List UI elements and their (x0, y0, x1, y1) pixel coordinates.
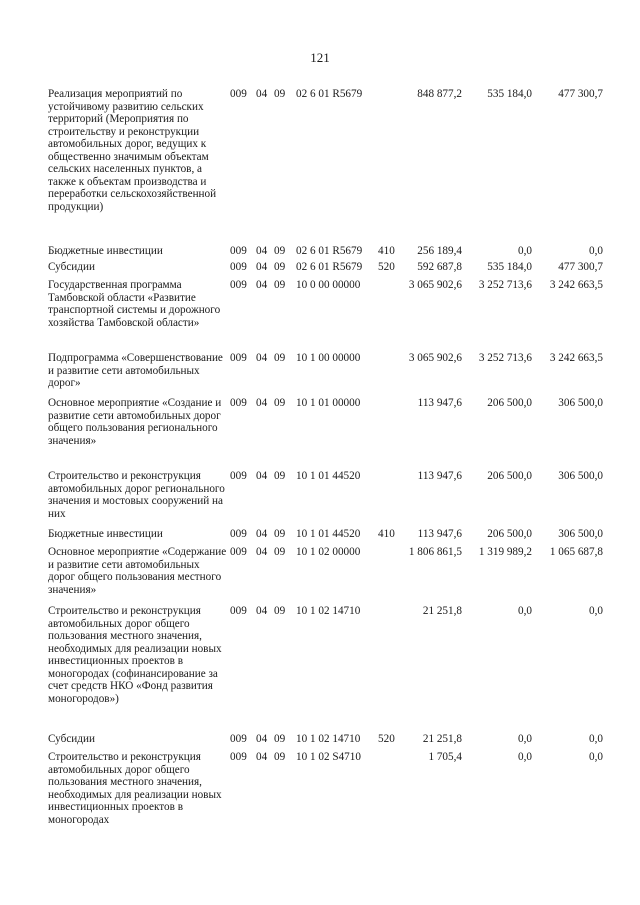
amount-year-3: 1 065 687,8 (549, 546, 603, 558)
amount-year-3: 0,0 (589, 245, 603, 257)
section-code: 04 (256, 279, 268, 291)
subsection-code: 09 (274, 352, 286, 364)
amount-year-2: 0,0 (518, 245, 532, 257)
amount-year-2: 535 184,0 (487, 261, 532, 273)
ministry-code: 009 (230, 261, 247, 273)
section-code: 04 (256, 470, 268, 482)
amount-year-1: 21 251,8 (422, 733, 462, 745)
subsection-code: 09 (274, 245, 286, 257)
subsection-code: 09 (274, 733, 286, 745)
row-name: Строительство и реконструкция автомобильных дорог общего пользования местного значения, необходимых для реализации новых инвестиционных проектов в моногородах (софинансирование за счет средств НКО «Фонд развития моногородов») (48, 605, 222, 705)
subsection-code: 09 (274, 546, 286, 558)
amount-year-3: 3 242 663,5 (549, 279, 603, 291)
target-article-code: 10 1 01 44520 (296, 528, 361, 540)
amount-year-1: 1 705,4 (428, 751, 462, 763)
subsection-code: 09 (274, 88, 286, 100)
row-name: Строительство и реконструкция автомобильных дорог общего пользования местного значения, необходимых для реализации новых инвестиционных проектов в моногородах (48, 751, 222, 826)
row-name: Подпрограмма «Совершенствование и развитие сети автомобильных дорог» (48, 352, 223, 389)
ministry-code: 009 (230, 88, 247, 100)
amount-year-1: 113 947,6 (417, 397, 462, 409)
amount-year-1: 848 877,2 (417, 88, 462, 100)
amount-year-1: 3 065 902,6 (408, 352, 462, 364)
amount-year-3: 306 500,0 (558, 397, 603, 409)
expense-type-code: 520 (378, 261, 395, 273)
amount-year-3: 3 242 663,5 (549, 352, 603, 364)
expense-type-code: 520 (378, 733, 395, 745)
subsection-code: 09 (274, 751, 286, 763)
subsection-code: 09 (274, 528, 286, 540)
amount-year-1: 592 687,8 (417, 261, 462, 273)
section-code: 04 (256, 546, 268, 558)
target-article-code: 10 1 01 44520 (296, 470, 361, 482)
ministry-code: 009 (230, 245, 247, 257)
target-article-code: 02 6 01 R5679 (296, 261, 363, 273)
section-code: 04 (256, 733, 268, 745)
amount-year-2: 0,0 (518, 605, 532, 617)
subsection-code: 09 (274, 261, 286, 273)
amount-year-3: 306 500,0 (558, 470, 603, 482)
target-article-code: 10 1 01 00000 (296, 397, 361, 409)
amount-year-2: 3 252 713,6 (478, 279, 532, 291)
amount-year-1: 1 806 861,5 (408, 546, 462, 558)
amount-year-3: 0,0 (589, 605, 603, 617)
subsection-code: 09 (274, 279, 286, 291)
ministry-code: 009 (230, 470, 247, 482)
ministry-code: 009 (230, 397, 247, 409)
amount-year-3: 0,0 (589, 733, 603, 745)
row-name: Основное мероприятие «Содержание и развитие сети автомобильных дорог общего пользования местного значения» (48, 546, 227, 596)
target-article-code: 02 6 01 R5679 (296, 88, 363, 100)
target-article-code: 10 0 00 00000 (296, 279, 361, 291)
row-name: Субсидии (48, 733, 95, 745)
row-name: Субсидии (48, 261, 95, 273)
ministry-code: 009 (230, 733, 247, 745)
amount-year-3: 0,0 (589, 751, 603, 763)
target-article-code: 10 1 02 14710 (296, 605, 361, 617)
amount-year-3: 477 300,7 (558, 88, 603, 100)
amount-year-2: 0,0 (518, 733, 532, 745)
section-code: 04 (256, 352, 268, 364)
ministry-code: 009 (230, 528, 247, 540)
section-code: 04 (256, 397, 268, 409)
expense-type-code: 410 (378, 245, 395, 257)
amount-year-2: 206 500,0 (487, 397, 532, 409)
target-article-code: 02 6 01 R5679 (296, 245, 363, 257)
ministry-code: 009 (230, 546, 247, 558)
row-name: Бюджетные инвестиции (48, 245, 163, 257)
row-name: Бюджетные инвестиции (48, 528, 163, 540)
target-article-code: 10 1 00 00000 (296, 352, 361, 364)
amount-year-1: 21 251,8 (422, 605, 462, 617)
amount-year-2: 206 500,0 (487, 470, 532, 482)
ministry-code: 009 (230, 279, 247, 291)
amount-year-2: 1 319 989,2 (478, 546, 532, 558)
ministry-code: 009 (230, 605, 247, 617)
target-article-code: 10 1 02 00000 (296, 546, 361, 558)
section-code: 04 (256, 751, 268, 763)
target-article-code: 10 1 02 14710 (296, 733, 361, 745)
section-code: 04 (256, 88, 268, 100)
amount-year-2: 3 252 713,6 (478, 352, 532, 364)
amount-year-1: 113 947,6 (417, 470, 462, 482)
section-code: 04 (256, 528, 268, 540)
amount-year-3: 306 500,0 (558, 528, 603, 540)
amount-year-2: 535 184,0 (487, 88, 532, 100)
ministry-code: 009 (230, 751, 247, 763)
ministry-code: 009 (230, 352, 247, 364)
amount-year-1: 113 947,6 (417, 528, 462, 540)
row-name: Основное мероприятие «Создание и развитие сети автомобильных дорог общего пользования регионального значения» (48, 397, 222, 447)
expense-type-code: 410 (378, 528, 395, 540)
amount-year-3: 477 300,7 (558, 261, 603, 273)
row-name: Реализация мероприятий по устойчивому развитию сельских территорий (Мероприятия по строительству и реконструкции автомобильных дорог, ведущих к общественно значимым объектам сельских населенных пунктов, а также к объектам производства и переработки сельскохозяйственной продукции) (48, 88, 217, 213)
subsection-code: 09 (274, 397, 286, 409)
subsection-code: 09 (274, 470, 286, 482)
target-article-code: 10 1 02 S4710 (296, 751, 361, 763)
section-code: 04 (256, 605, 268, 617)
section-code: 04 (256, 245, 268, 257)
row-name: Строительство и реконструкция автомобильных дорог регионального значения и мостовых сооружений на них (48, 470, 225, 520)
section-code: 04 (256, 261, 268, 273)
row-name: Государственная программа Тамбовской области «Развитие транспортной системы и дорожного хозяйства Тамбовской области» (48, 279, 221, 329)
amount-year-1: 256 189,4 (417, 245, 462, 257)
amount-year-2: 206 500,0 (487, 528, 532, 540)
page-number: 121 (310, 50, 330, 65)
subsection-code: 09 (274, 605, 286, 617)
amount-year-1: 3 065 902,6 (408, 279, 462, 291)
amount-year-2: 0,0 (518, 751, 532, 763)
